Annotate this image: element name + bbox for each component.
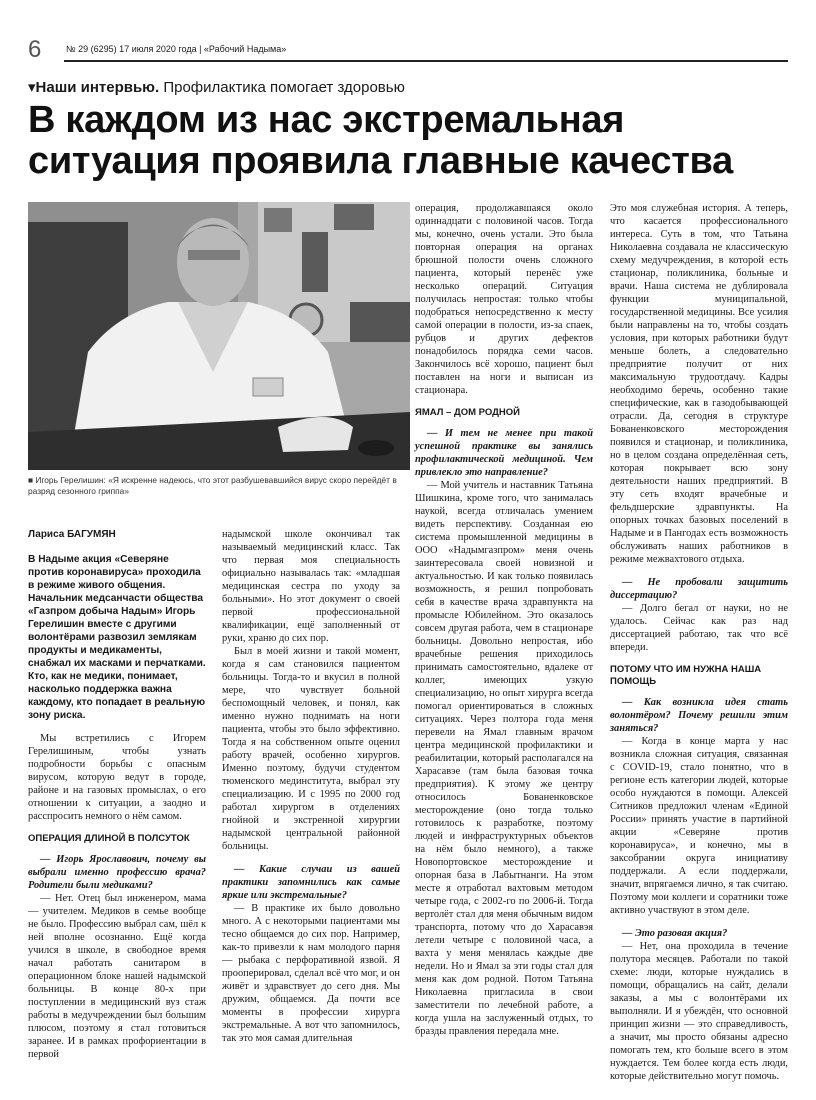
subheading: ПОТОМУ ЧТО ИМ НУЖНА НАША ПОМОЩЬ <box>610 664 762 687</box>
subheading: ЯМАЛ – ДОМ РОДНОЙ <box>415 407 520 418</box>
photo-caption: ■ Игорь Герелишин: «Я искренне надеюсь, что этот разбушевавшийся вирус скоро перейдёт в разряд сезонного гриппа» <box>28 475 397 496</box>
issue-info: № 29 (6295) 17 июля 2020 года | «Рабочий Надыма» <box>66 44 287 54</box>
answer-paragraph: — Нет. Отец был инженером, мама — учителем. Медиков в семье вообще не было. Профессию выбрал сам, шёл к ней вполне осознанно. Ещё когда учился в школе, в свободное время начал работать санитаром в операционном блоке нашей надымской больницы. В конце 80-х при поступлении в медицинский вуз стаж работы в медучреждении был большим плюсом, поэтому я стал готовиться заранее. И в рамках профориентации в первой <box>28 893 206 1060</box>
subheading: ОПЕРАЦИЯ ДЛИНОЙ В ПОЛСУТОК <box>28 833 190 844</box>
page-number: 6 <box>28 36 42 63</box>
answer-paragraph: — Нет, она проходила в течение полутора месяцев. Работали по такой схеме: люди, которые нуждались в помощи, обращались на сайт, делали заказы, а мы с волонтёрами их выполняли. И я убеждён, что основной принцип жизни — это справедливость, а значит, мы просто обязаны адресно помогать тем, кто больше всего в этом нуждается. Тем более когда есть люди, которые действительно могут помочь. <box>610 941 788 1082</box>
answer-paragraph: — Когда в конце марта у нас возникла сложная ситуация, связанная с COVID-19, стало понятно, что в регионе есть категории людей, которые особо нуждаются в помощи. Алексей Ситников предложил членам «Единой России» принять участие в партийной акции «Северяне против коронавируса», и конечно, мы в заксобрании округа инициативу поддержали. А если поддержали, значит, впрягаемся лично, я так считаю. Поэтому мои коллеги и соратники тоже активно участвуют в этом деле. <box>610 736 788 916</box>
rubric-topic: Профилактика помогает здоровью <box>159 79 405 96</box>
column-2 <box>222 528 400 1045</box>
rubric <box>28 78 405 96</box>
header-rule <box>64 60 788 62</box>
body-paragraph: Мы встретились с Игорем Герелишиным, чтобы узнать подробности борьбы с опасным вирусом, которую ведут в городе, районе и на газовых промыслах, о его отношении к ситуации, а заодно и расспросить немного о нём самом. <box>28 733 206 822</box>
body-paragraph: Был в моей жизни и такой момент, когда я сам становился пациентом больницы. Тогда-то и вкусил в полной мере, что чувствует больной беспомощный человек, и понял, как именно нужно поднимать на ноги пациента, чтобы это было эффективно. Тогда я на собственном опыте оценил работу врачей, особенно хирургов. Именно поэтому, будучи студентом тюменского мединститута, выбрал эту специализацию. И с 1995 по 2000 год работал хирургом в отделениях гнойной и экстренной хирургии надымской центральной районной больницы. <box>222 646 400 852</box>
answer-paragraph: — Мой учитель и наставник Татьяна Шишкина, кроме того, что занималась наукой, всегда отличалась умением видеть перспективу. Созданная ею система промышленной медицины в ООО «Надымгазпром» меня очень заинтересовала своей новизной и актуальностью. И как только появилась возможность, я решил попробовать себя в качестве врача здравпункта на промысле Юбилейном. Это оказалось совсем другая работа, чем в стационаре больницы. Довольно непростая, ибо врачебные решения приходилось принимать самостоятельно, вдалеке от коллег, имеющих узкую специализацию, но опыт хирурга всегда помогал ориентироваться в сложных ситуациях. Через полтора года меня перевели на Ямал главным врачом центра медицинской профилактики и реабилитации, который располагался на Харасавэе (там была базовая точка предприятия). К этому же центру относилось Бованенковское месторождение (оно тогда только готовилось к разработке, поэтому людей и инфраструктурных объектов на нём было немного), а также Новопортовское месторождение и опорная база в Лабытнанги. На этом месте я отработал вахтовым методом четыре года, с 2002-го по 2006-й. Тогда вертолёт стал для меня обычным видом транспорта, потому что до Харасавэя летели четыре с половиной часа, а вахта у меня менялась каждые две недели. Но и Ямал за эти годы стал для меня как дом родной. Потом Татьяна Николаевна пригласила в свои заместители по лечебной работе, а когда ушла на заслуженный отдых, то бразды правления передала мне. <box>415 480 593 1037</box>
rubric-marker: ▾ <box>28 79 36 96</box>
author-byline: Лариса БАГУМЯН <box>28 529 116 540</box>
body-paragraph: Это моя служебная история. А теперь, что касается профессионального интереса. Суть в том, что Татьяна Николаевна создавала не классическую схему медучреждения, в которой есть стационар, поликлиника, больные и врачи. Наша система не дублировала функции муниципальной, государственной медицины. Все усилия были направлены на то, чтобы создать условия, при которых работники будут меньше болеть, а следовательно предприятие получит от них максимальную трудоотдачу. Кадры необходимо беречь, особенно такие специфические, как в газодобывающей отрасли. Да, сегодня в структуре Бованенковского месторождения появился и стационар, и поликлиника, но в целом создана определённая сеть, которая покрывает всю зону деятельности наших предприятий. В эту сеть входят врачебные и фельдшерские здравпункты. На опорных точках базовых поселений в Надыме и в Пангодах есть возможность обслуживать наших работников в режиме межвахтового отдыха. <box>610 203 788 565</box>
headline: В каждом из нас экстремальная ситуация проявила главные качества <box>28 99 733 182</box>
column-4 <box>610 202 788 1083</box>
question: — Это разовая акция? <box>622 928 728 939</box>
answer-paragraph: — Долго бегал от науки, но не удалось. Сейчас как раз над диссертацией работаю, так что всё впереди. <box>610 603 788 653</box>
page-header <box>28 36 788 66</box>
portrait-photo <box>28 202 410 470</box>
question: — Как возникла идея стать волонтёром? Почему решили этим заняться? <box>610 697 788 734</box>
answer-paragraph: — В практике их было довольно много. А с некоторыми пациентами мы тесно общаемся до сих пор. Например, как-то привезли к нам молодого парня — рыбака с перфоративной язвой. Я прооперировал, сделал всё что мог, и он живёт и здравствует до сего дня. Мы дружим, общаемся. Да почти все моменты в профессии хирурга экстремальные. А вот что запомнилось, так это моя самая длительная <box>222 903 400 1044</box>
question: — Какие случаи из вашей практики запомнились как самые яркие или экстремальные? <box>222 864 400 901</box>
question: — Игорь Ярославович, почему вы выбрали именно профессию врача? Родители были медиками? <box>28 854 206 891</box>
question: — Не пробовали защитить диссертацию? <box>610 577 788 601</box>
question: — И тем не менее при такой успешной практике вы занялись профилактической медициной. Чем привлекло это направление? <box>415 428 593 478</box>
rubric-section: Наши интервью. <box>35 79 160 96</box>
lead-paragraph: В Надыме акция «Северяне против коронавируса» проходила в режиме живого общения. Начальник медсанчасти общества «Газпром добыча Надым» Игорь Герелишин вместе с другими волонтёрами развозил землякам продукты и медикаменты, снабжал их масками и перчатками. Кто, как не медики, понимает, насколько поддержка важна каждому, кто попадает в реальную зону риска. <box>28 554 206 721</box>
column-3 <box>415 202 593 1038</box>
column-1 <box>28 528 206 1061</box>
body-paragraph: надымской школе окончивал так называемый медицинский класс. Так что первая моя специальность официально называлась так: «младшая медицинская сестра по уходу за больными». Но этот документ о своей первой профессиональной квалификации, ещё заполненный от руки, храню до сих пор. <box>222 529 400 644</box>
body-paragraph: операция, продолжавшаяся около одиннадцати с половиной часов. Тогда мы, конечно, очень устали. Это была повторная операция на органах брюшной полости очень сложного пациента, который перенёс уже несколько операций. Ситуация получилась непростая: только чтобы подобраться непосредственно к месту самой операции в полости, из-за спаек, рубцов и других дефектов понадобилось порядка семи часов. Закончилось всё хорошо, пациент был поставлен на ноги и выписан из стационара. <box>415 203 593 396</box>
